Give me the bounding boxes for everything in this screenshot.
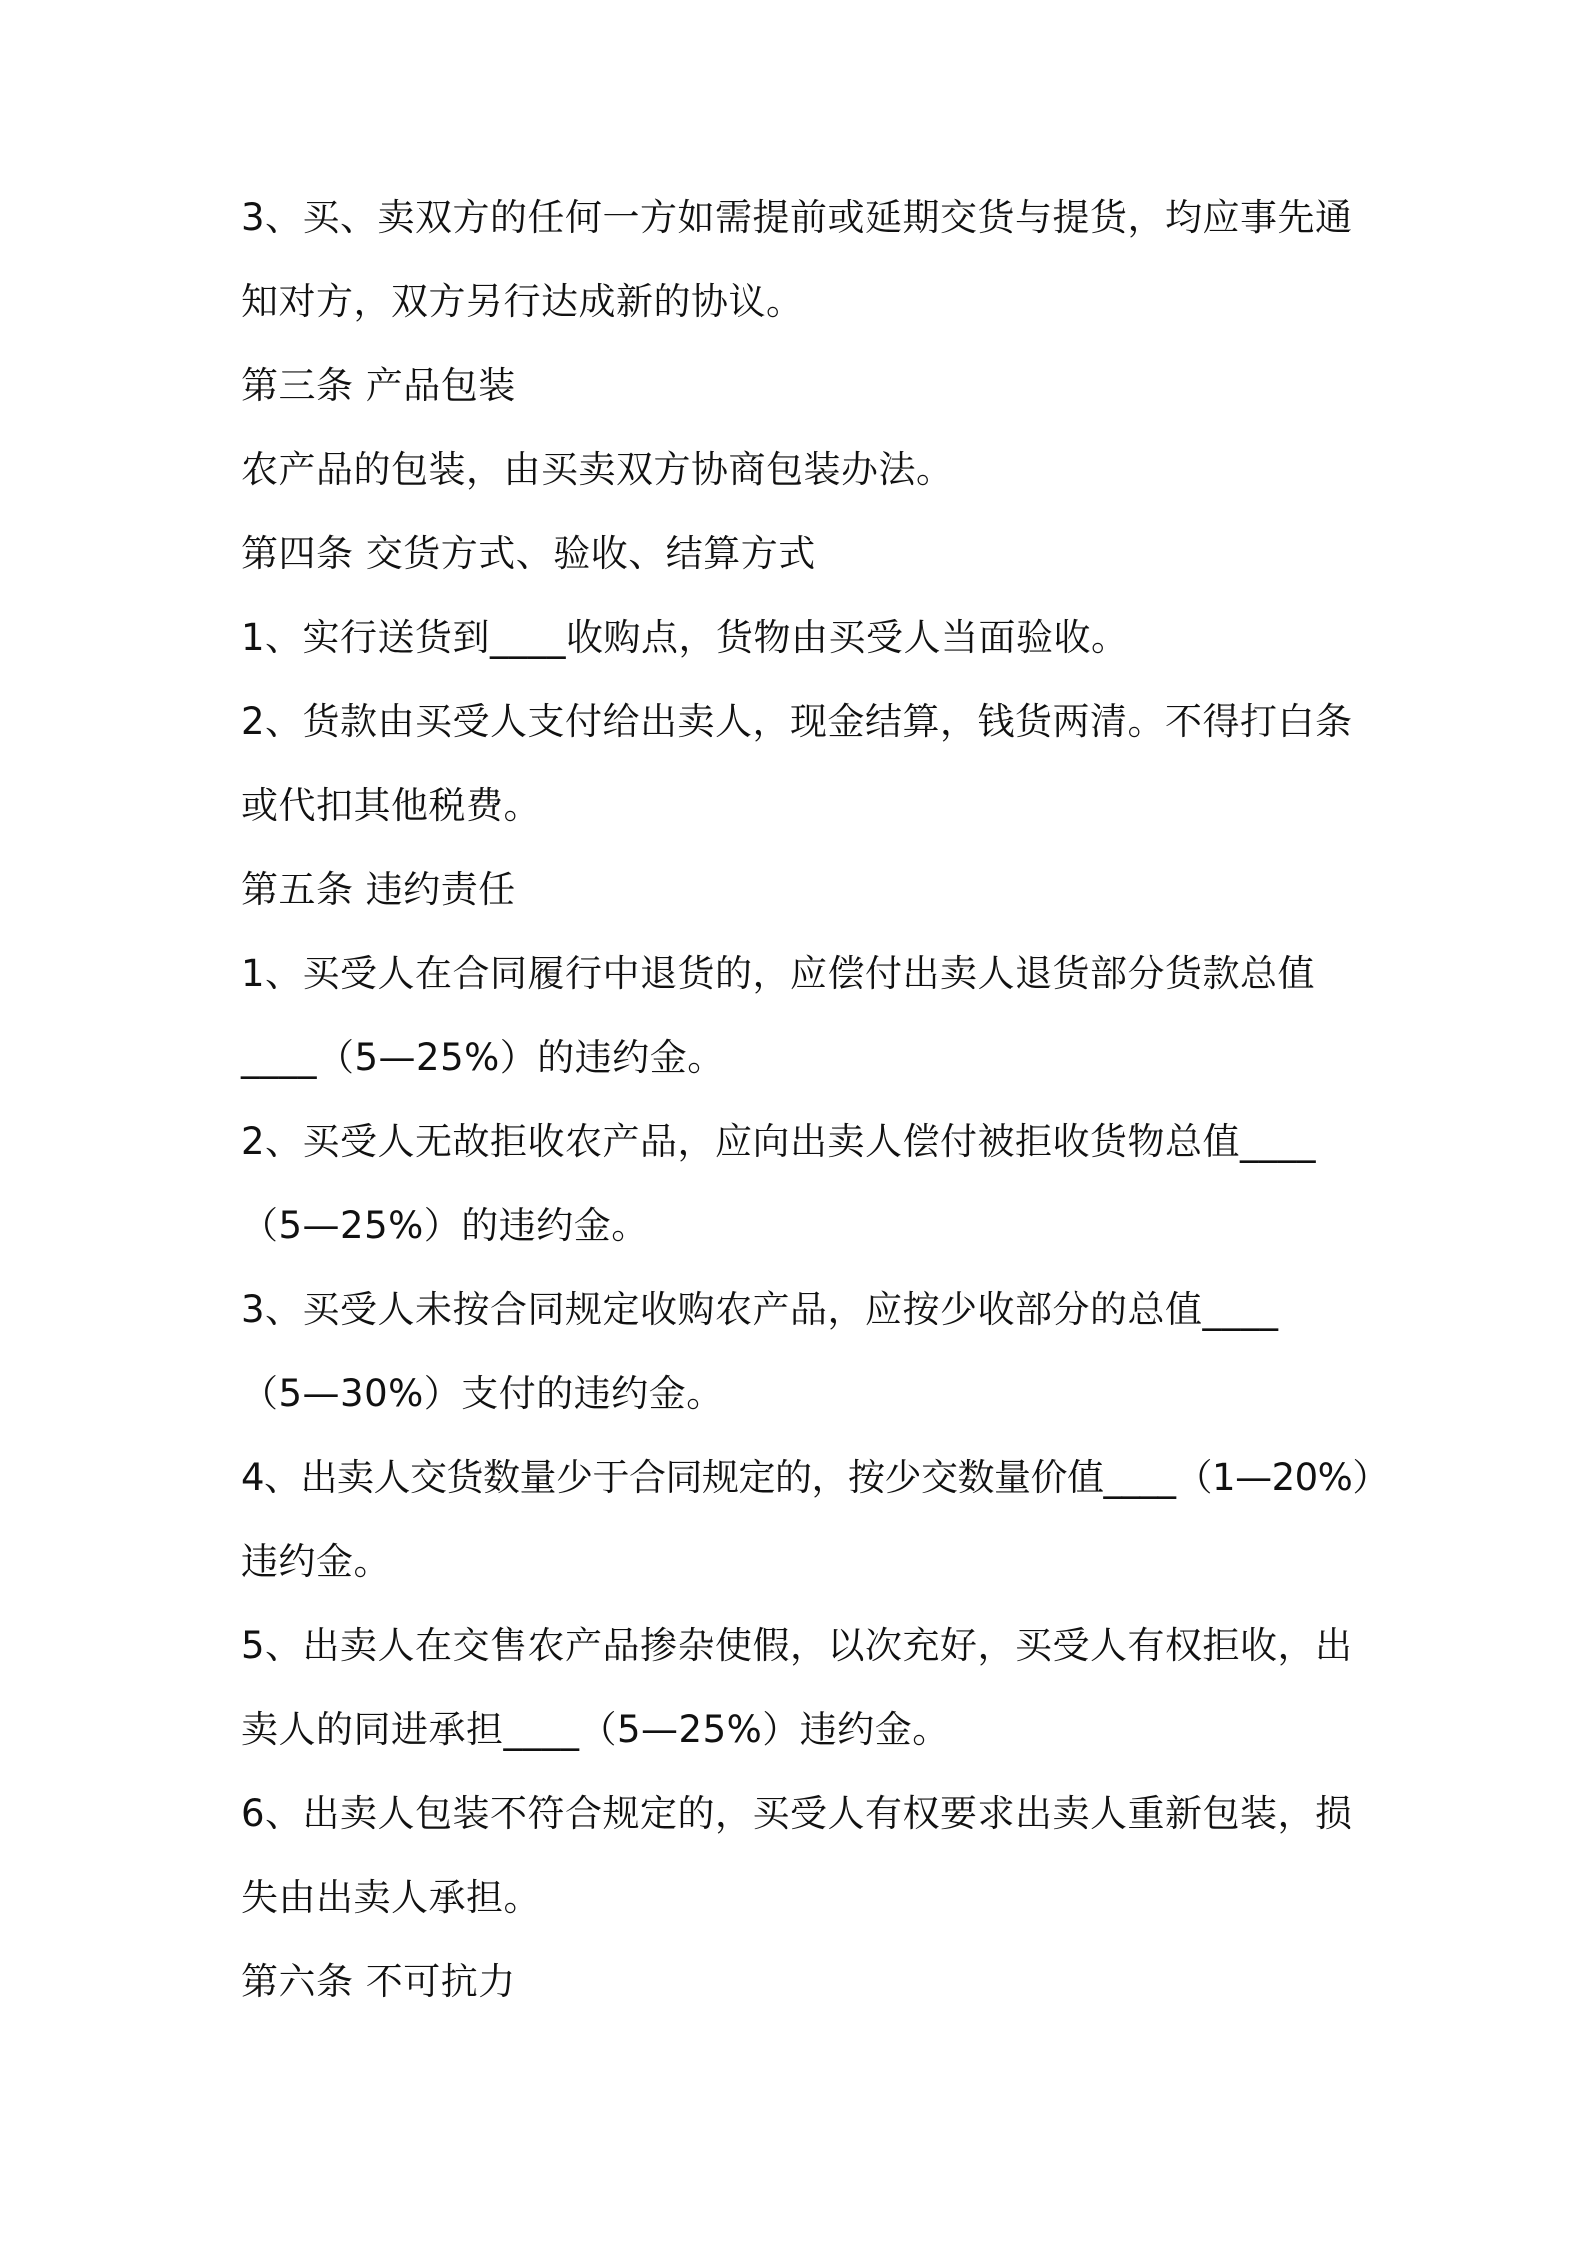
article-5-item-4-line-2: 违约金。 bbox=[241, 1540, 391, 1583]
article-5-item-5-line-2: 卖人的同进承担____（5—25%）违约金。 bbox=[241, 1708, 950, 1751]
article-5-item-6-line-2: 失由出卖人承担。 bbox=[241, 1876, 541, 1919]
article-5-item-1-line-1: 1、买受人在合同履行中退货的，应偿付出卖人退货部分货款总值 bbox=[241, 952, 1316, 995]
article-5-heading: 第五条 违约责任 bbox=[241, 868, 516, 911]
article-5-item-4-line-1: 4、出卖人交货数量少于合同规定的，按少交数量价值____（1—20%） bbox=[241, 1456, 1389, 1499]
article-4-heading: 第四条 交货方式、验收、结算方式 bbox=[241, 532, 816, 575]
article-5-item-1-line-2: ____（5—25%）的违约金。 bbox=[241, 1036, 725, 1079]
article-3-body: 农产品的包装，由买卖双方协商包装办法。 bbox=[241, 448, 954, 491]
clause-2-item-3-line-2: 知对方，双方另行达成新的协议。 bbox=[241, 280, 804, 323]
article-3-heading: 第三条 产品包装 bbox=[241, 364, 516, 407]
article-4-item-2-line-2: 或代扣其他税费。 bbox=[241, 784, 541, 827]
article-5-item-3-line-1: 3、买受人未按合同规定收购农产品，应按少收部分的总值____ bbox=[241, 1288, 1279, 1331]
document-page bbox=[241, 196, 1389, 2004]
article-5-item-2-line-1: 2、买受人无故拒收农产品，应向出卖人偿付被拒收货物总值____ bbox=[241, 1120, 1317, 1163]
clause-2-item-3-line-1: 3、买、卖双方的任何一方如需提前或延期交货与提货，均应事先通 bbox=[241, 196, 1353, 239]
article-6-heading: 第六条 不可抗力 bbox=[241, 1960, 516, 2003]
article-4-item-1: 1、实行送货到____收购点，货物由买受人当面验收。 bbox=[241, 616, 1129, 659]
article-5-item-6-line-1: 6、出卖人包装不符合规定的，买受人有权要求出卖人重新包装，损 bbox=[241, 1792, 1353, 1835]
article-5-item-2-line-2: （5—25%）的违约金。 bbox=[241, 1204, 649, 1247]
article-5-item-5-line-1: 5、出卖人在交售农产品掺杂使假，以次充好，买受人有权拒收，出 bbox=[241, 1624, 1353, 1667]
article-5-item-3-line-2: （5—30%）支付的违约金。 bbox=[241, 1372, 724, 1415]
article-4-item-2-line-1: 2、货款由买受人支付给出卖人，现金结算，钱货两清。不得打白条 bbox=[241, 700, 1353, 743]
